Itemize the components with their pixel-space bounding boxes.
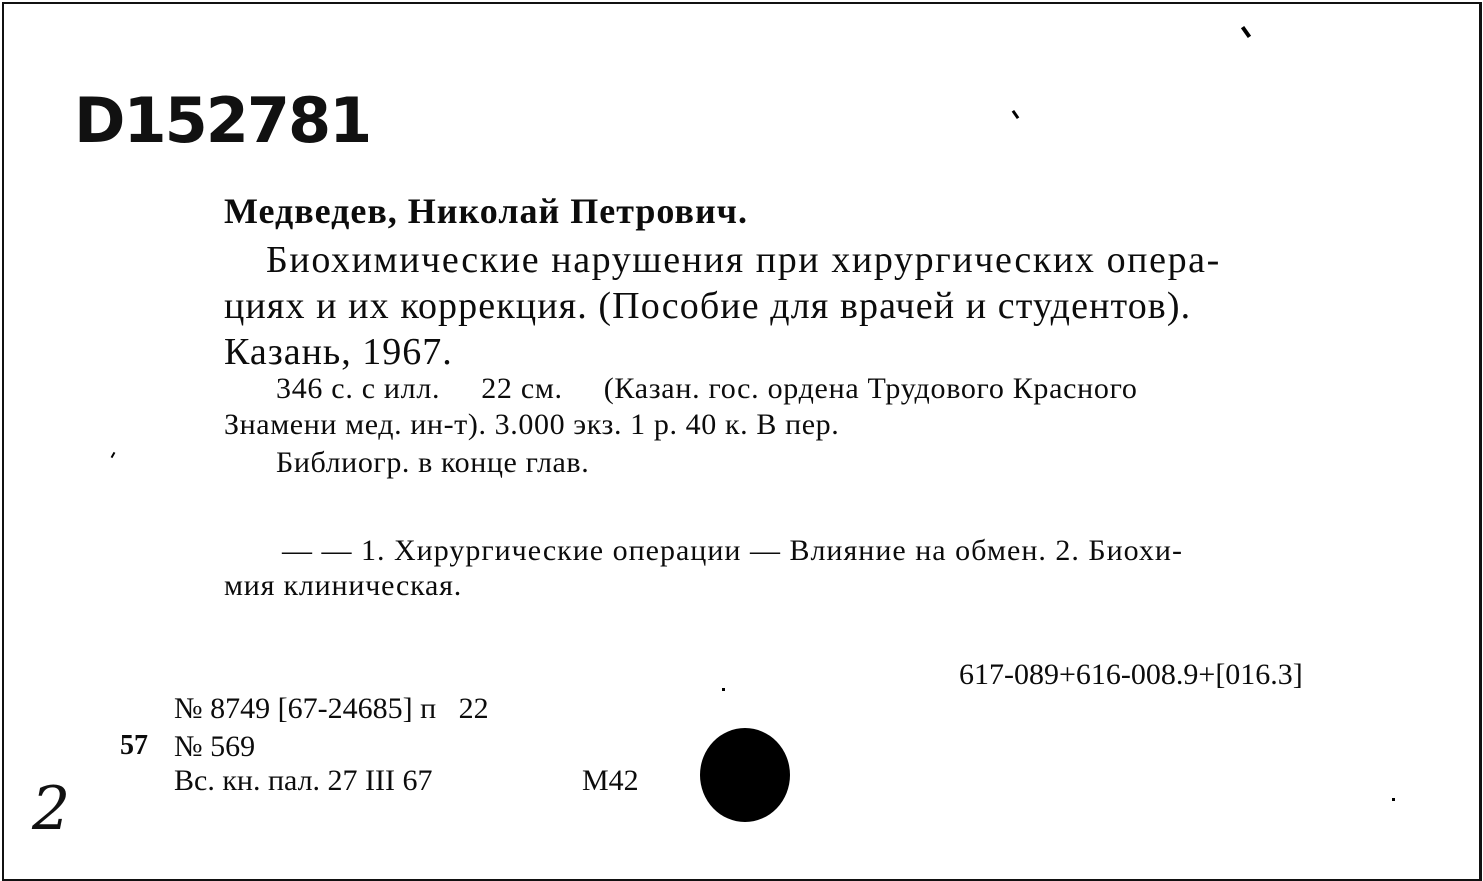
collation-line-3: Библиогр. в конце глав. — [276, 446, 590, 479]
title-line-2: циях и их коррекция. (Пособие для врачей и студентов). — [224, 285, 1192, 327]
subject-line-1: — — 1. Хирургические операции — Влияние на обмен. 2. Биохи- — [282, 534, 1183, 567]
speck-mark — [1392, 798, 1395, 801]
speck-mark — [1241, 26, 1251, 38]
registry-line-1: № 8749 [67-24685] п 22 — [174, 692, 489, 725]
registry-line-3: Вс. кн. пал. 27 III 67 — [174, 764, 433, 797]
speck-mark — [111, 452, 116, 458]
registry-prefix: 57 — [120, 730, 148, 761]
collation-line-1: 346 с. с илл. 22 см. (Казан. гос. ордена Трудового Красного — [276, 372, 1138, 405]
registry-code: М42 — [582, 764, 639, 797]
call-number: D152781 — [74, 84, 371, 157]
catalog-card — [2, 2, 1482, 881]
udc-classification: 617-089+616-008.9+[016.3] — [959, 658, 1303, 691]
handwritten-number: 2 — [32, 774, 71, 844]
title-line-3: Казань, 1967. — [224, 331, 453, 373]
author-heading: Медведев, Николай Петрович. — [224, 191, 748, 231]
title-line-1: Биохимические нарушения при хирургических опера- — [266, 239, 1221, 281]
collation-line-2: Знамени мед. ин-т). 3.000 экз. 1 р. 40 к. В пер. — [224, 408, 840, 441]
ink-blot — [700, 728, 790, 822]
speck-mark — [722, 688, 725, 691]
speck-mark — [1012, 110, 1020, 119]
subject-line-2: мия клиническая. — [224, 569, 463, 602]
registry-line-2: № 569 — [174, 730, 256, 763]
